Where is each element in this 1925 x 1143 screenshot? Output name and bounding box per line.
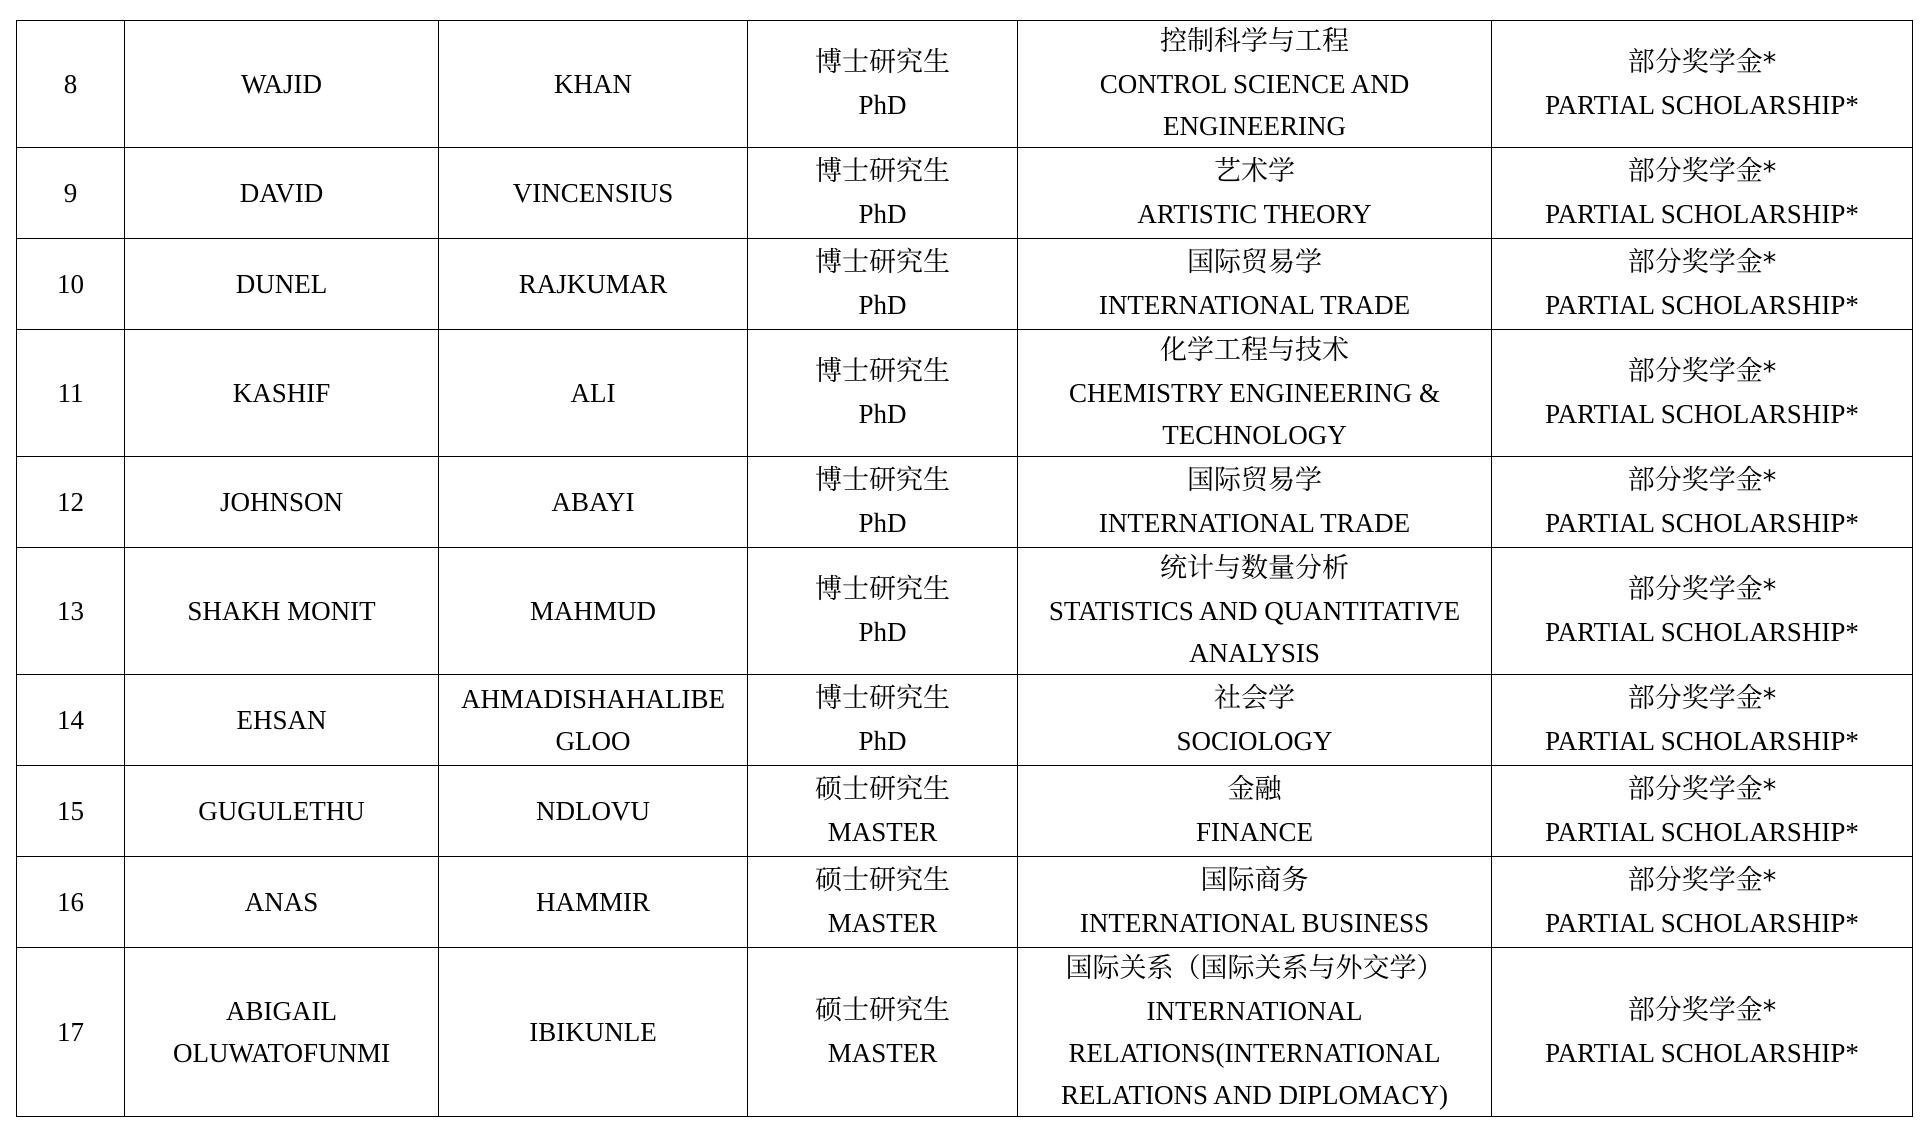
scholarship-list-page bbox=[16, 20, 1912, 1117]
surname-line: VINCENSIUS bbox=[512, 178, 674, 208]
given-name-cell bbox=[125, 330, 439, 457]
table-row bbox=[17, 148, 1913, 239]
given-name-cell bbox=[125, 148, 439, 239]
degree-cell bbox=[748, 548, 1018, 675]
major-cell bbox=[1018, 330, 1492, 457]
award-cell bbox=[1492, 548, 1913, 675]
surname-cell bbox=[439, 148, 748, 239]
degree-cell bbox=[748, 766, 1018, 857]
table-row bbox=[17, 857, 1913, 948]
major-english-line: ANALYSIS bbox=[1189, 638, 1320, 668]
row-number-cell bbox=[17, 857, 125, 948]
row-number-cell bbox=[17, 457, 125, 548]
given-name-cell bbox=[125, 548, 439, 675]
given-name: DUNEL bbox=[235, 269, 328, 299]
row-number: 13 bbox=[57, 596, 84, 626]
row-number: 17 bbox=[57, 1017, 84, 1047]
major-english-line: INTERNATIONAL TRADE bbox=[1098, 290, 1411, 320]
table-row bbox=[17, 675, 1913, 766]
given-name: KASHIF bbox=[232, 378, 331, 408]
degree-english: PhD bbox=[858, 90, 907, 120]
given-name-cell bbox=[125, 675, 439, 766]
award-english: PARTIAL SCHOLARSHIP* bbox=[1545, 817, 1859, 847]
award-chinese: 部分奖学金* bbox=[1627, 574, 1777, 605]
major-chinese: 国际贸易学 bbox=[1187, 247, 1322, 278]
surname-line: MAHMUD bbox=[529, 596, 656, 626]
degree-english: PhD bbox=[858, 508, 907, 538]
row-number: 10 bbox=[57, 269, 84, 299]
major-chinese: 国际商务 bbox=[1200, 865, 1309, 896]
table-row bbox=[17, 21, 1913, 148]
degree-chinese: 博士研究生 bbox=[815, 47, 950, 78]
degree-english: PhD bbox=[858, 199, 907, 229]
table-body bbox=[17, 21, 1913, 1117]
given-name: DAVID bbox=[239, 178, 324, 208]
degree-english: MASTER bbox=[827, 817, 938, 847]
major-cell bbox=[1018, 675, 1492, 766]
award-chinese: 部分奖学金* bbox=[1627, 47, 1777, 78]
surname-line: ABAYI bbox=[551, 487, 635, 517]
row-number-cell bbox=[17, 766, 125, 857]
degree-chinese: 博士研究生 bbox=[815, 247, 950, 278]
given-name: ANAS bbox=[244, 887, 319, 917]
given-name: SHAKH MONIT bbox=[187, 596, 376, 626]
award-chinese: 部分奖学金* bbox=[1627, 995, 1777, 1026]
major-english-line: ARTISTIC THEORY bbox=[1137, 199, 1372, 229]
degree-english: PhD bbox=[858, 399, 907, 429]
award-chinese: 部分奖学金* bbox=[1627, 465, 1777, 496]
major-chinese: 社会学 bbox=[1214, 683, 1295, 714]
degree-chinese: 博士研究生 bbox=[815, 683, 950, 714]
major-chinese: 控制科学与工程 bbox=[1160, 26, 1349, 57]
major-cell bbox=[1018, 948, 1492, 1117]
award-english: PARTIAL SCHOLARSHIP* bbox=[1545, 617, 1859, 647]
surname-line: GLOO bbox=[555, 726, 631, 756]
given-name: JOHNSON bbox=[219, 487, 344, 517]
given-name-cell bbox=[125, 457, 439, 548]
major-cell bbox=[1018, 857, 1492, 948]
award-cell bbox=[1492, 675, 1913, 766]
surname-line: IBIKUNLE bbox=[529, 1017, 657, 1047]
degree-cell bbox=[748, 948, 1018, 1117]
given-name-line: OLUWATOFUNMI bbox=[172, 1038, 390, 1068]
major-english-line: FINANCE bbox=[1195, 817, 1313, 847]
surname-cell bbox=[439, 548, 748, 675]
major-english-line: CONTROL SCIENCE AND bbox=[1099, 69, 1410, 99]
given-name: EHSAN bbox=[236, 705, 327, 735]
given-name: GUGULETHU bbox=[198, 796, 365, 826]
degree-chinese: 硕士研究生 bbox=[815, 774, 950, 805]
award-cell bbox=[1492, 330, 1913, 457]
row-number-cell bbox=[17, 330, 125, 457]
table-row bbox=[17, 239, 1913, 330]
surname-cell bbox=[439, 21, 748, 148]
surname-cell bbox=[439, 948, 748, 1117]
degree-cell bbox=[748, 457, 1018, 548]
row-number: 11 bbox=[57, 378, 84, 408]
surname-cell bbox=[439, 766, 748, 857]
degree-cell bbox=[748, 239, 1018, 330]
surname-line: KHAN bbox=[554, 69, 632, 99]
award-cell bbox=[1492, 239, 1913, 330]
major-cell bbox=[1018, 148, 1492, 239]
degree-english: PhD bbox=[858, 290, 907, 320]
degree-english: PhD bbox=[858, 726, 907, 756]
major-english-line: TECHNOLOGY bbox=[1162, 420, 1347, 450]
degree-cell bbox=[748, 330, 1018, 457]
major-english-line: CHEMISTRY ENGINEERING & bbox=[1069, 378, 1440, 408]
award-chinese: 部分奖学金* bbox=[1627, 156, 1777, 187]
row-number: 14 bbox=[57, 705, 84, 735]
row-number-cell bbox=[17, 239, 125, 330]
award-cell bbox=[1492, 148, 1913, 239]
given-name: WAJID bbox=[241, 69, 322, 99]
major-cell bbox=[1018, 457, 1492, 548]
surname-line: RAJKUMAR bbox=[518, 269, 668, 299]
degree-chinese: 博士研究生 bbox=[815, 465, 950, 496]
major-chinese: 统计与数量分析 bbox=[1160, 553, 1349, 584]
major-cell bbox=[1018, 239, 1492, 330]
row-number-cell bbox=[17, 148, 125, 239]
row-number: 12 bbox=[57, 487, 84, 517]
table-row bbox=[17, 548, 1913, 675]
degree-chinese: 博士研究生 bbox=[815, 156, 950, 187]
surname-line: AHMADISHAHALIBE bbox=[461, 684, 725, 714]
given-name-cell bbox=[125, 857, 439, 948]
degree-english: MASTER bbox=[827, 1038, 938, 1068]
row-number: 9 bbox=[63, 178, 78, 208]
award-english: PARTIAL SCHOLARSHIP* bbox=[1545, 199, 1859, 229]
award-cell bbox=[1492, 766, 1913, 857]
major-english-line: STATISTICS AND QUANTITATIVE bbox=[1048, 596, 1461, 626]
award-chinese: 部分奖学金* bbox=[1627, 865, 1777, 896]
major-chinese: 化学工程与技术 bbox=[1160, 335, 1349, 366]
major-english-line: SOCIOLOGY bbox=[1176, 726, 1333, 756]
surname-cell bbox=[439, 457, 748, 548]
award-english: PARTIAL SCHOLARSHIP* bbox=[1545, 90, 1859, 120]
surname-cell bbox=[439, 239, 748, 330]
row-number-cell bbox=[17, 948, 125, 1117]
award-cell bbox=[1492, 857, 1913, 948]
award-english: PARTIAL SCHOLARSHIP* bbox=[1545, 1038, 1859, 1068]
table-row bbox=[17, 457, 1913, 548]
award-english: PARTIAL SCHOLARSHIP* bbox=[1545, 508, 1859, 538]
major-english-line: INTERNATIONAL bbox=[1146, 996, 1363, 1026]
major-chinese: 艺术学 bbox=[1214, 156, 1295, 187]
major-chinese: 国际关系（国际关系与外交学） bbox=[1065, 953, 1444, 984]
award-cell bbox=[1492, 21, 1913, 148]
scholarship-table bbox=[16, 20, 1913, 1117]
row-number-cell bbox=[17, 21, 125, 148]
surname-line: HAMMIR bbox=[535, 887, 650, 917]
award-english: PARTIAL SCHOLARSHIP* bbox=[1545, 290, 1859, 320]
award-english: PARTIAL SCHOLARSHIP* bbox=[1545, 908, 1859, 938]
degree-chinese: 硕士研究生 bbox=[815, 995, 950, 1026]
degree-cell bbox=[748, 21, 1018, 148]
surname-line: NDLOVU bbox=[536, 796, 650, 826]
degree-english: MASTER bbox=[827, 908, 938, 938]
award-cell bbox=[1492, 948, 1913, 1117]
award-chinese: 部分奖学金* bbox=[1627, 247, 1777, 278]
surname-line: ALI bbox=[570, 378, 616, 408]
degree-chinese: 博士研究生 bbox=[815, 574, 950, 605]
row-number-cell bbox=[17, 675, 125, 766]
major-chinese: 国际贸易学 bbox=[1187, 465, 1322, 496]
major-english-line: RELATIONS(INTERNATIONAL bbox=[1068, 1038, 1441, 1068]
degree-cell bbox=[748, 857, 1018, 948]
major-cell bbox=[1018, 766, 1492, 857]
table-row bbox=[17, 330, 1913, 457]
given-name-cell bbox=[125, 239, 439, 330]
award-chinese: 部分奖学金* bbox=[1627, 774, 1777, 805]
award-english: PARTIAL SCHOLARSHIP* bbox=[1545, 726, 1859, 756]
major-english-line: INTERNATIONAL BUSINESS bbox=[1079, 908, 1430, 938]
table-row bbox=[17, 766, 1913, 857]
given-name-cell bbox=[125, 766, 439, 857]
surname-cell bbox=[439, 330, 748, 457]
major-english-line: ENGINEERING bbox=[1163, 111, 1346, 141]
major-english-line: RELATIONS AND DIPLOMACY) bbox=[1060, 1080, 1448, 1110]
row-number: 8 bbox=[63, 69, 78, 99]
award-chinese: 部分奖学金* bbox=[1627, 683, 1777, 714]
row-number: 15 bbox=[57, 796, 84, 826]
row-number: 16 bbox=[57, 887, 84, 917]
major-chinese: 金融 bbox=[1227, 774, 1282, 805]
row-number-cell bbox=[17, 548, 125, 675]
degree-cell bbox=[748, 675, 1018, 766]
award-chinese: 部分奖学金* bbox=[1627, 356, 1777, 387]
award-cell bbox=[1492, 457, 1913, 548]
surname-cell bbox=[439, 675, 748, 766]
major-cell bbox=[1018, 548, 1492, 675]
major-english-line: INTERNATIONAL TRADE bbox=[1098, 508, 1411, 538]
major-cell bbox=[1018, 21, 1492, 148]
given-name-cell bbox=[125, 21, 439, 148]
table-row bbox=[17, 948, 1913, 1117]
degree-chinese: 博士研究生 bbox=[815, 356, 950, 387]
surname-cell bbox=[439, 857, 748, 948]
given-name-line: ABIGAIL bbox=[226, 996, 337, 1026]
degree-english: PhD bbox=[858, 617, 907, 647]
degree-cell bbox=[748, 148, 1018, 239]
award-english: PARTIAL SCHOLARSHIP* bbox=[1545, 399, 1859, 429]
given-name-cell bbox=[125, 948, 439, 1117]
degree-chinese: 硕士研究生 bbox=[815, 865, 950, 896]
